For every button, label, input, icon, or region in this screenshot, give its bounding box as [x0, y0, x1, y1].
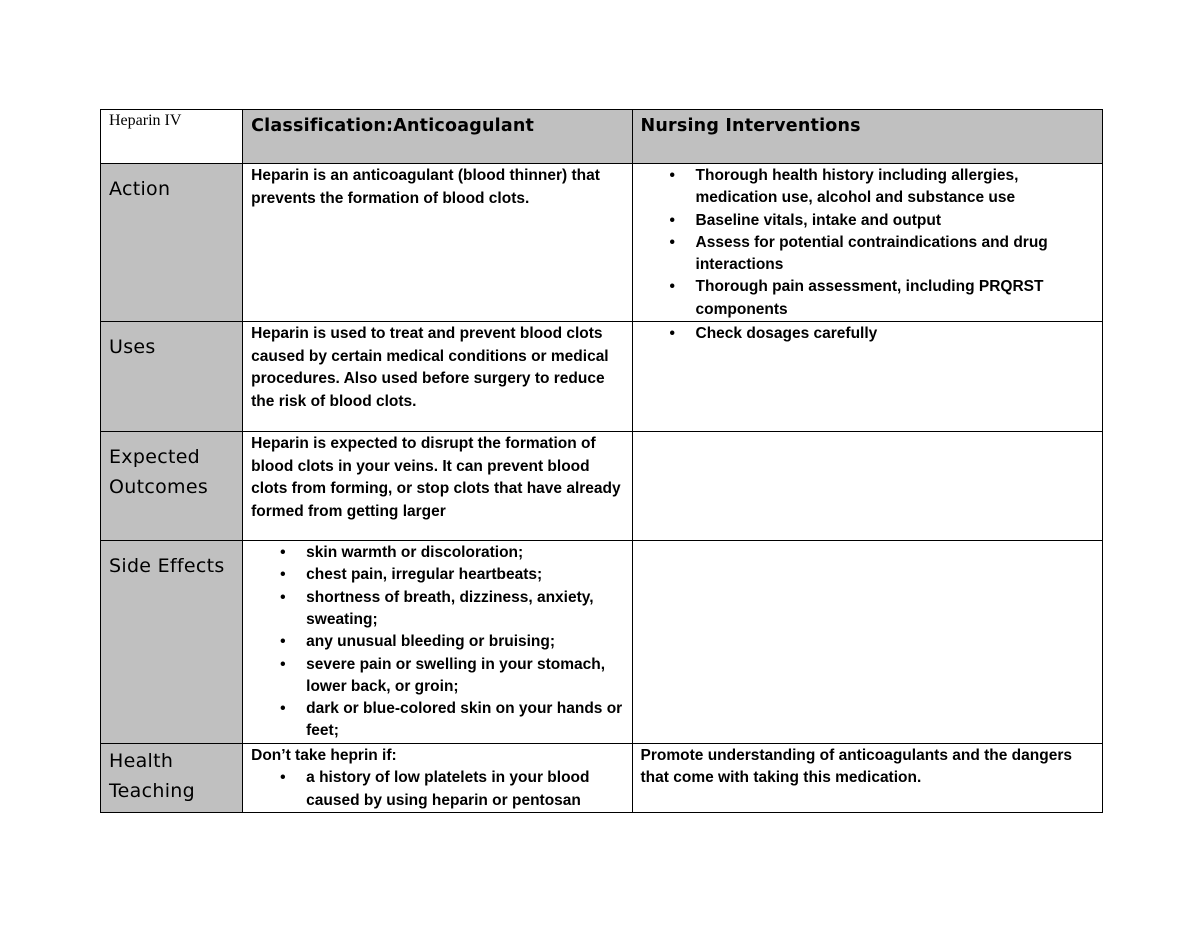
teaching-interventions: Promote understanding of anticoagulants and the dangers that come with taking this medication.	[640, 746, 1072, 787]
list-item: • Assess for potential contraindications and drug interactions	[696, 232, 1094, 277]
list-item: • any unusual bleeding or bruising;	[306, 631, 623, 653]
teaching-intro: Don’t take heprin if:	[251, 746, 397, 764]
outcomes-row	[101, 432, 1103, 541]
side-effects-label: Side Effects	[109, 555, 225, 578]
drug-name: Heparin IV	[109, 112, 182, 129]
interventions-heading: Nursing Interventions	[640, 116, 861, 136]
teaching-interventions-cell	[632, 743, 1102, 812]
uses-text-cell	[243, 322, 632, 432]
outcomes-label: Expected Outcomes	[109, 446, 209, 499]
outcomes-interventions-cell	[632, 432, 1102, 541]
list-item: • shortness of breath, dizziness, anxiety, sweating;	[306, 587, 623, 632]
action-interventions-cell	[632, 164, 1102, 322]
action-row	[101, 164, 1103, 322]
classification-heading: Classification:Anticoagulant	[251, 116, 535, 136]
list-item: • Baseline vitals, intake and output	[696, 210, 1094, 232]
list-item: • a history of low platelets in your blood caused by using heparin or pentosan	[306, 767, 623, 812]
action-label-cell	[101, 164, 243, 322]
list-item: • dark or blue-colored skin on your hands or feet;	[306, 698, 623, 743]
list-item: • severe pain or swelling in your stomach, lower back, or groin;	[306, 654, 623, 699]
uses-interventions-cell	[632, 322, 1102, 432]
outcomes-text-cell	[243, 432, 632, 541]
side-effects-cell	[243, 541, 632, 744]
list-item: • chest pain, irregular heartbeats;	[306, 564, 623, 586]
side-effects-row	[101, 541, 1103, 744]
action-text: Heparin is an anticoagulant (blood thinner) that prevents the formation of blood clots.	[251, 167, 600, 207]
classification-cell	[243, 110, 632, 164]
teaching-label: Health Teaching	[109, 749, 195, 802]
interventions-header-cell	[632, 110, 1102, 164]
action-text-cell	[243, 164, 632, 322]
teaching-label-cell	[101, 743, 243, 812]
drug-name-cell	[101, 110, 243, 164]
list-item: • Thorough pain assessment, including PRQRST components	[696, 276, 1094, 321]
uses-interventions-list	[633, 322, 1102, 345]
health-teaching-row	[101, 743, 1103, 812]
outcomes-text: Heparin is expected to disrupt the formation of blood clots in your veins. It can prevent blood clots from forming, or stop clots that have already formed from getting larger	[251, 435, 621, 520]
uses-text: Heparin is used to treat and prevent blood clots caused by certain medical conditions or medical procedures. Also used before surgery to reduce the risk of blood clots.	[251, 325, 609, 410]
outcomes-label-cell	[101, 432, 243, 541]
side-effects-list	[243, 541, 631, 743]
side-effects-label-cell	[101, 541, 243, 744]
uses-label-cell	[101, 322, 243, 432]
action-interventions-list	[633, 164, 1102, 321]
action-label: Action	[109, 178, 171, 200]
side-effects-interventions-cell	[632, 541, 1102, 744]
list-item: • Check dosages carefully	[696, 323, 1094, 345]
drug-card-table	[100, 109, 1103, 813]
uses-label: Uses	[109, 336, 156, 359]
list-item: • skin warmth or discoloration;	[306, 542, 623, 564]
teaching-list	[243, 767, 631, 812]
teaching-text-cell	[243, 743, 632, 812]
uses-row	[101, 322, 1103, 432]
header-row	[101, 110, 1103, 164]
list-item: • Thorough health history including allergies, medication use, alcohol and substance use	[696, 165, 1094, 210]
